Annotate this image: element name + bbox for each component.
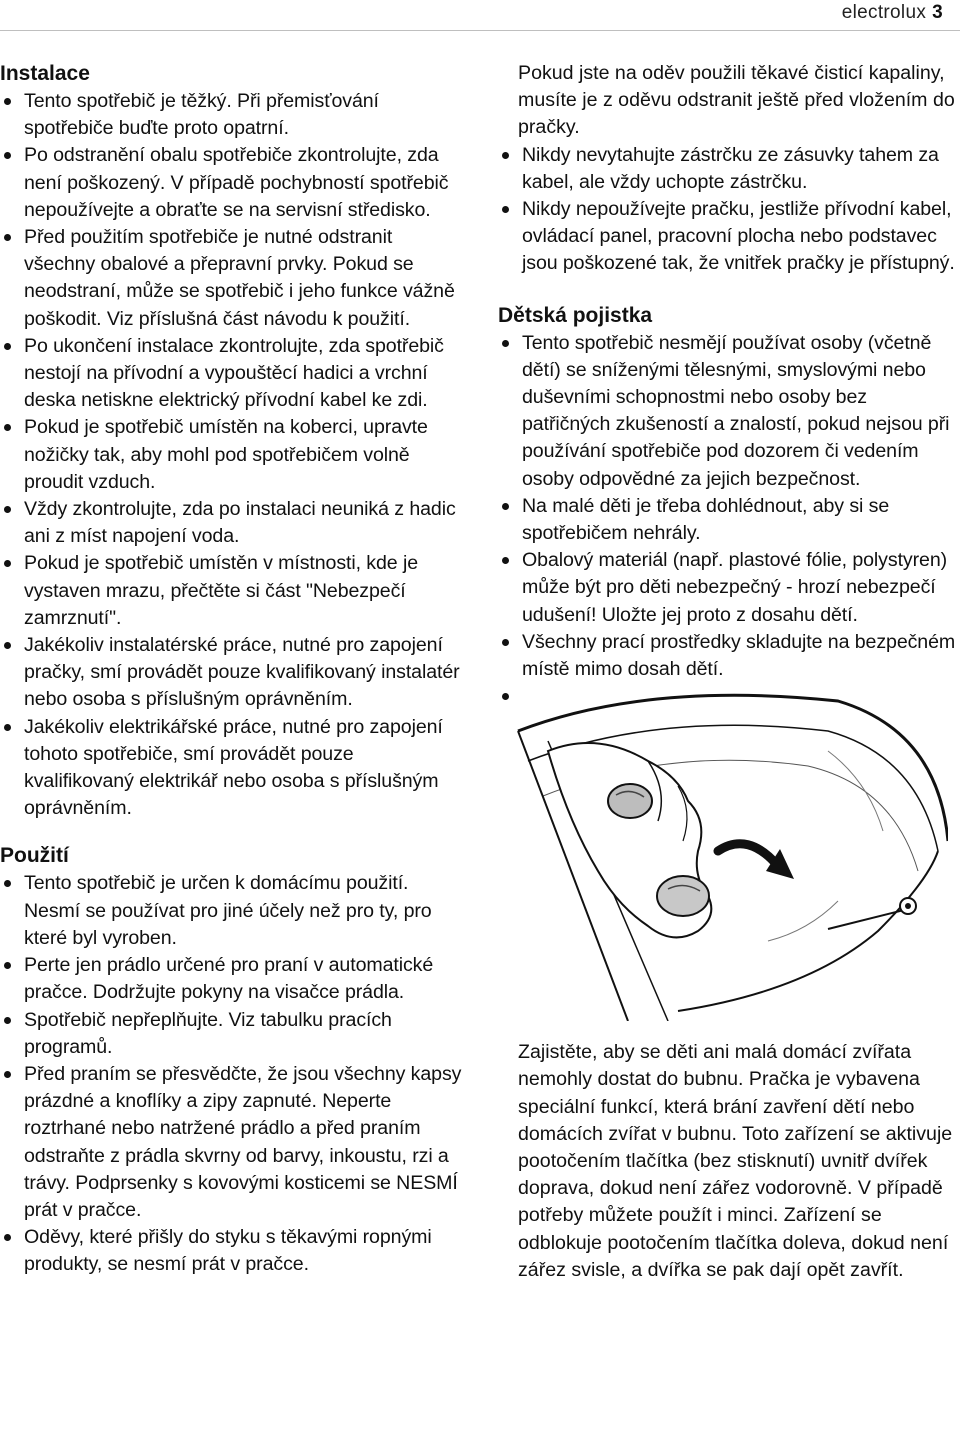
list-item: Oděvy, které přišly do styku s těkavými ropnými produkty, se nesmí prát v pračce. <box>0 1224 468 1278</box>
list-item: Vždy zkontrolujte, zda po instalaci neuniká z hadic ani z míst napojení voda. <box>0 496 468 550</box>
header-rule <box>0 0 960 31</box>
use-list <box>0 870 468 1278</box>
list-item: Před praním se přesvědčte, že jsou všechny kapsy prázdné a knoflíky a zipy zapnuté. Neperte roztrhané nebo natržené prádlo a před praním odstraňte z prádla skvrny od barvy, inkoustu, rzi a trávy. Podprsenky s kovovými kosticemi se NESMÍ prát v pračce. <box>0 1061 468 1224</box>
list-item: Spotřebič nepřeplňujte. Viz tabulku pracích programů. <box>0 1007 468 1061</box>
list-item: Pokud je spotřebič umístěn na koberci, upravte nožičky tak, aby mohl pod spotřebičem volně proudit vzduch. <box>0 414 468 496</box>
list-item: Jakékoliv instalatérské práce, nutné pro zapojení pračky, smí provádět pouze kvalifikovaný instalatér nebo osoba s příslušným oprávněním. <box>0 632 468 714</box>
page-number: 3 <box>932 2 943 23</box>
list-item: Po odstranění obalu spotřebiče zkontrolujte, zda není poškozený. V případě pochybností spotřebič nepoužívejte a obraťte se na servisní středisko. <box>0 142 468 224</box>
list-item: Pokud je spotřebič umístěn v místnosti, kde je vystaven mrazu, přečtěte si část "Nebezpečí zamrznutí". <box>0 550 468 632</box>
installation-list <box>0 88 468 822</box>
brand-name: electrolux <box>841 2 927 23</box>
list-item: Nikdy nepoužívejte pračku, jestliže přívodní kabel, ovládací panel, pracovní plocha nebo podstavec jsou poškozené tak, že vnitřek pračky je přístupný. <box>498 196 960 278</box>
list-item: Před použitím spotřebiče je nutné odstranit všechny obalové a přepravní prvky. Pokud se neodstraní, může se spotřebič i jeho funkce vážně poškodit. Viz příslušná část návodu k použití. <box>0 224 468 333</box>
child-lock-caption: Zajistěte, aby se děti ani malá domácí zvířata nemohly dostat do bubnu. Pračka je vybavena speciální funkcí, která brání zavření dětí nebo domácích zvířat v bubnu. Toto zařízení se aktivuje pootočením tlačítka (bez stisknutí) uvnitř dvířek doprava, dokud není zářez vodorovně. V případě potřeby můžete použít i minci. Zařízení se odblokuje pootočením tlačítka doleva, dokud není zářez svisle, a dvířka se pak dají opět zavřít. <box>518 1041 953 1281</box>
list-item: Po ukončení instalace zkontrolujte, zda spotřebič nestojí na přívodní a vypouštěcí hadici a vrchní deska netiskne elektrický přívodní kabel ke zdi. <box>0 333 468 415</box>
list-item: Jakékoliv elektrikářské práce, nutné pro zapojení tohoto spotřebiče, smí provádět pouze kvalifikovaný elektrikář nebo osoba s příslušným oprávněním. <box>0 714 468 823</box>
list-item: Všechny prací prostředky skladujte na bezpečném místě mimo dosah dětí. <box>498 629 960 683</box>
child-safety-list <box>498 330 960 684</box>
list-item: Tento spotřebič je určen k domácímu použití. Nesmí se používat pro jiné účely než pro ty, pro které byl vyroben. <box>0 870 468 952</box>
intro-paragraph: Pokud jste na oděv použili těkavé čisticí kapaliny, musíte je z oděvu odstranit ještě před vložením do pračky. <box>518 62 955 139</box>
section-title-installation: Instalace <box>0 62 90 85</box>
list-item: Tento spotřebič nesmějí používat osoby (včetně dětí) se sníženými tělesnými, smyslovými nebo duševními schopnostmi nebo osoby bez patřičných zkušeností a znalostí, pokud nejsou při používání spotřebiče pod dozorem či vedením osoby odpovědné za jejich bezpečnost. <box>498 330 960 493</box>
section-title-child-safety: Dětská pojistka <box>498 303 653 327</box>
left-column <box>0 60 468 1279</box>
child-lock-illustration <box>508 691 948 1021</box>
list-item: Tento spotřebič je těžký. Při přemisťování spotřebiče buďte proto opatrní. <box>0 88 468 142</box>
list-item: Perte jen prádlo určené pro praní v automatické pračce. Dodržujte pokyny na visačce prádla. <box>0 952 468 1006</box>
door-drum-drawing <box>508 691 948 1021</box>
list-item: Nikdy nevytahujte zástrčku ze zásuvky tahem za kabel, ale vždy uchopte zástrčku. <box>498 142 960 196</box>
list-item: Na malé děti je třeba dohlédnout, aby si se spotřebičem nehrály. <box>498 493 960 547</box>
page-header <box>842 2 943 24</box>
intro-list <box>498 142 960 278</box>
section-title-use: Použití <box>0 844 69 868</box>
right-column <box>498 60 960 1284</box>
list-item: Obalový materiál (např. plastové fólie, polystyren) může být pro děti nebezpečný - hrozí nebezpečí udušení! Uložte jej proto z dosahu dětí. <box>498 547 960 629</box>
